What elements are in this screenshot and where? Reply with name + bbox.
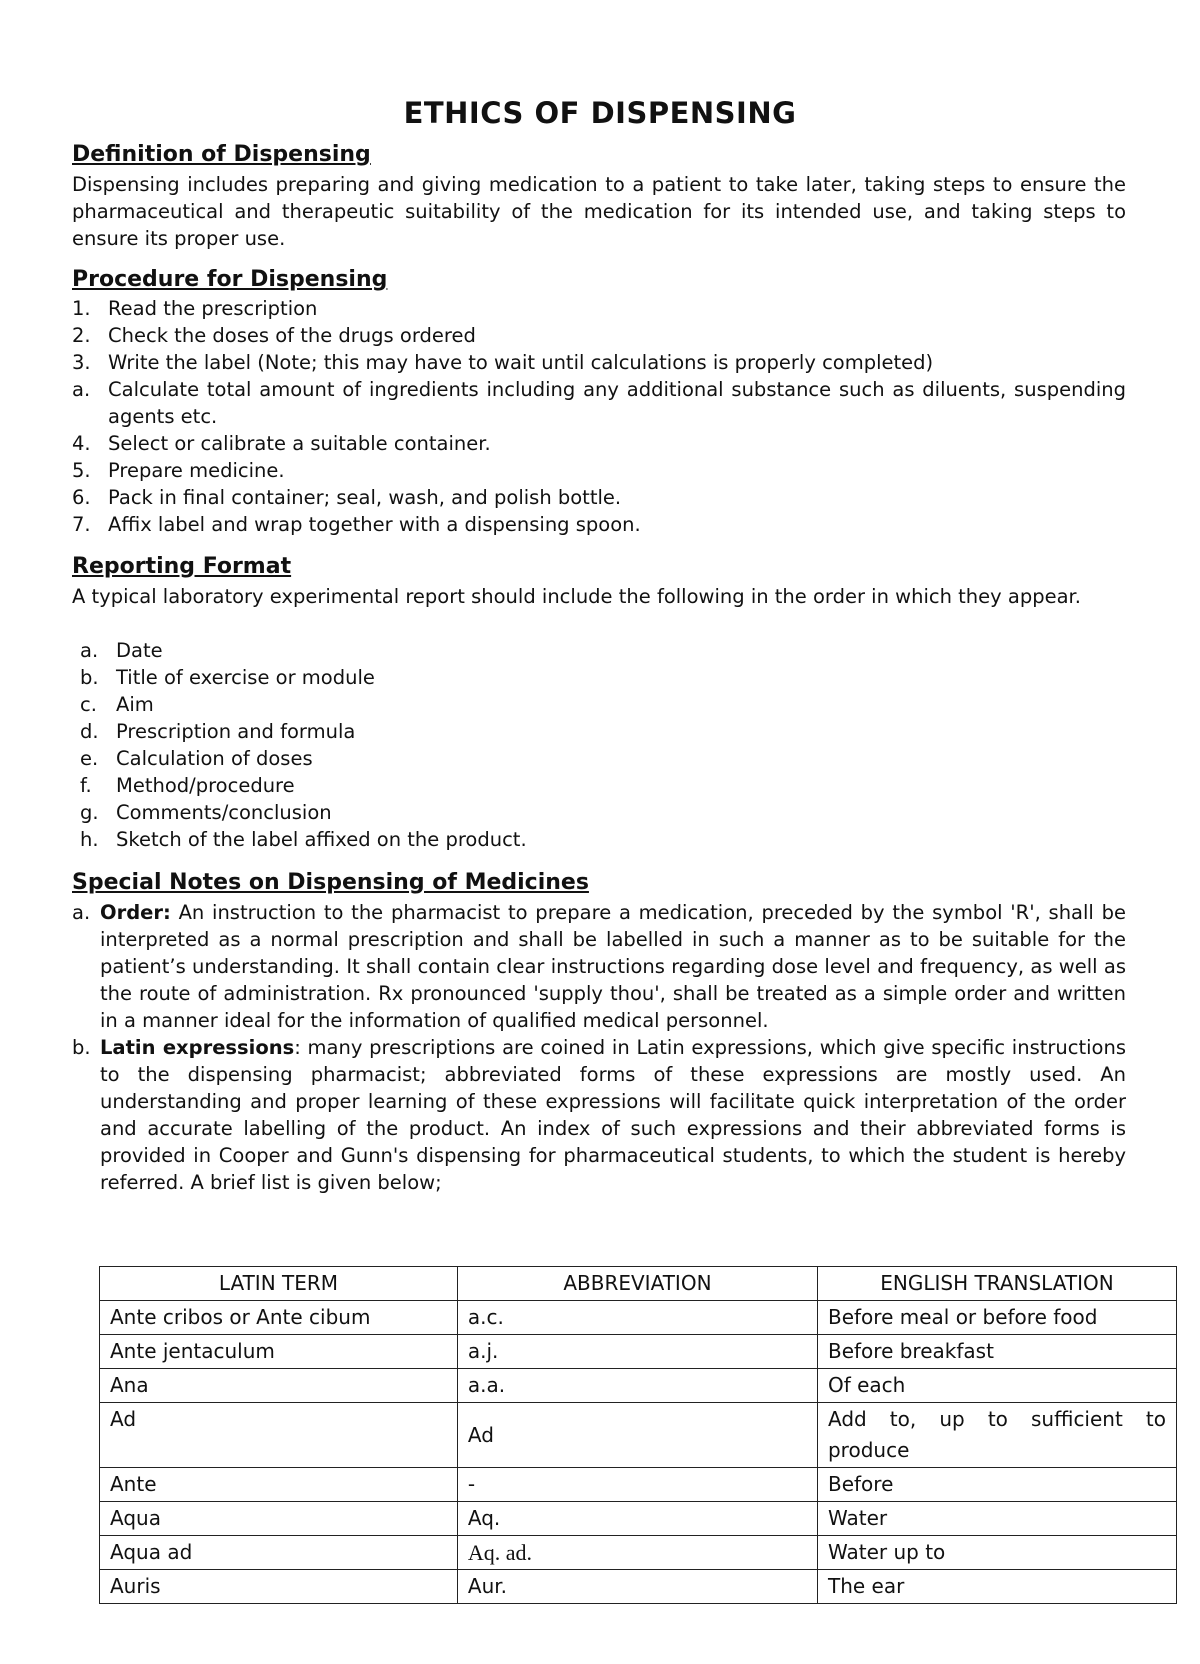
list-marker: 4. <box>72 432 91 455</box>
list-marker: h. <box>80 828 99 851</box>
table-cell: Aqua <box>100 1502 458 1536</box>
table-row <box>100 1570 1177 1604</box>
list-marker: c. <box>80 693 97 716</box>
procedure-list <box>72 295 1126 538</box>
list-item-text: Prepare medicine. <box>108 459 285 482</box>
table-cell: a.j. <box>457 1335 817 1369</box>
list-marker: 1. <box>72 297 91 320</box>
list-item-text: Read the prescription <box>108 297 318 320</box>
procedure-item <box>72 349 1126 376</box>
table-cell: The ear <box>817 1570 1176 1604</box>
table-cell: Ana <box>100 1369 458 1403</box>
list-marker: d. <box>80 720 99 743</box>
reporting-item <box>72 664 1126 691</box>
procedure-item <box>72 322 1126 349</box>
list-item-text: Prescription and formula <box>116 720 356 743</box>
procedure-item <box>72 430 1126 457</box>
table-row <box>100 1468 1177 1502</box>
list-item-text: Calculate total amount of ingredients including any additional substance such as diluents, suspending agents etc. <box>108 378 1126 428</box>
list-item-text: Sketch of the label affixed on the product. <box>116 828 527 851</box>
reporting-item <box>72 745 1126 772</box>
latin-terms-table <box>99 1266 1177 1604</box>
table-header-row <box>100 1267 1177 1301</box>
list-marker: b. <box>80 666 99 689</box>
list-item-text: Calculation of doses <box>116 747 313 770</box>
table-cell: Ante <box>100 1468 458 1502</box>
list-marker: a. <box>80 639 99 662</box>
note-term: Latin expressions <box>100 1036 295 1059</box>
note-item <box>72 1034 1126 1196</box>
table-cell: Water up to <box>817 1536 1176 1570</box>
table-cell: a.c. <box>457 1301 817 1335</box>
reporting-item <box>72 637 1126 664</box>
note-item <box>72 899 1126 1034</box>
reporting-item <box>72 718 1126 745</box>
procedure-item <box>72 295 1126 322</box>
table-row <box>100 1301 1177 1335</box>
table-cell: Aur. <box>457 1570 817 1604</box>
list-marker: 5. <box>72 459 91 482</box>
note-text: : many prescriptions are coined in Latin expressions, which give specific instructions to the dispensing pharmacist; abbreviated forms of these expressions are mostly used. An understanding and proper learning of these expressions will facilitate quick interpretation of the order and accurate labelling of the product. An index of such expressions and their abbreviated forms is provided in Cooper and Gunn's dispensing for pharmaceutical students, to which the student is hereby referred. A brief list is given below; <box>100 1036 1126 1194</box>
list-item-text: Affix label and wrap together with a dispensing spoon. <box>108 513 641 536</box>
reporting-list <box>72 637 1126 853</box>
list-marker: b. <box>72 1036 91 1059</box>
list-marker: 2. <box>72 324 91 347</box>
list-marker: a. <box>72 901 91 924</box>
column-header: ENGLISH TRANSLATION <box>817 1267 1176 1301</box>
table-cell: Ante cribos or Ante cibum <box>100 1301 458 1335</box>
reporting-item <box>72 691 1126 718</box>
list-item-text: Aim <box>116 693 154 716</box>
table-cell: Before <box>817 1468 1176 1502</box>
reporting-item <box>72 772 1126 799</box>
table-cell: Ad <box>100 1403 458 1468</box>
table-row <box>100 1536 1177 1570</box>
list-marker: g. <box>80 801 99 824</box>
list-item-text: Comments/conclusion <box>116 801 332 824</box>
procedure-item <box>72 484 1126 511</box>
list-item-text: Date <box>116 639 163 662</box>
table-cell: Ad <box>457 1403 817 1468</box>
reporting-intro: A typical laboratory experimental report should include the following in the order in which they appear. <box>72 585 1081 608</box>
table-cell: a.a. <box>457 1369 817 1403</box>
list-item-text: Method/procedure <box>116 774 295 797</box>
procedure-item <box>72 457 1126 484</box>
note-term: Order: <box>100 901 171 924</box>
list-marker: 7. <box>72 513 91 536</box>
definition-text: Dispensing includes preparing and giving medication to a patient to take later, taking steps to ensure the pharmaceutical and therapeutic suitability of the medication for its intended use, and taking steps to ensure its proper use. <box>72 173 1126 250</box>
reporting-heading: Reporting Format <box>72 554 292 579</box>
list-item-text: Pack in final container; seal, wash, and polish bottle. <box>108 486 622 509</box>
notes-heading: Special Notes on Dispensing of Medicines <box>72 870 589 895</box>
list-marker: 6. <box>72 486 91 509</box>
table-cell: Auris <box>100 1570 458 1604</box>
table-cell: Ante jentaculum <box>100 1335 458 1369</box>
list-item-text: Write the label (Note; this may have to wait until calculations is properly completed) <box>108 351 934 374</box>
list-marker: f. <box>80 774 92 797</box>
table-cell: Aq. ad. <box>457 1536 817 1570</box>
list-item-text: Check the doses of the drugs ordered <box>108 324 476 347</box>
table-cell: Before breakfast <box>817 1335 1176 1369</box>
table-cell: Of each <box>817 1369 1176 1403</box>
definition-heading: Definition of Dispensing <box>72 142 371 167</box>
table-cell: Add to, up to sufficient to produce <box>817 1403 1176 1468</box>
table-cell: Water <box>817 1502 1176 1536</box>
list-marker: 3. <box>72 351 91 374</box>
table-row <box>100 1369 1177 1403</box>
procedure-item <box>72 376 1126 430</box>
table-cell: - <box>457 1468 817 1502</box>
table-row <box>100 1335 1177 1369</box>
table-cell: Before meal or before food <box>817 1301 1176 1335</box>
table-row <box>100 1502 1177 1536</box>
column-header: LATIN TERM <box>100 1267 458 1301</box>
table-cell: Aqua ad <box>100 1536 458 1570</box>
table-cell: Aq. <box>457 1502 817 1536</box>
reporting-item <box>72 826 1126 853</box>
note-text: An instruction to the pharmacist to prepare a medication, preceded by the symbol 'R', shall be interpreted as a normal prescription and shall be labelled in such a manner as to be suitable for the patient’s understanding. It shall contain clear instructions regarding dose level and frequency, as well as the route of administration. Rx pronounced 'supply thou', shall be treated as a simple order and written in a manner ideal for the information of qualified medical personnel. <box>100 901 1126 1032</box>
list-marker: e. <box>80 747 99 770</box>
procedure-item <box>72 511 1126 538</box>
reporting-item <box>72 799 1126 826</box>
page-title: ETHICS OF DISPENSING <box>403 96 797 130</box>
notes-list <box>72 899 1126 1196</box>
column-header: ABBREVIATION <box>457 1267 817 1301</box>
procedure-heading: Procedure for Dispensing <box>72 267 388 292</box>
list-item-text: Title of exercise or module <box>116 666 375 689</box>
list-marker: a. <box>72 378 91 401</box>
list-item-text: Select or calibrate a suitable container. <box>108 432 491 455</box>
table-row <box>100 1403 1177 1468</box>
